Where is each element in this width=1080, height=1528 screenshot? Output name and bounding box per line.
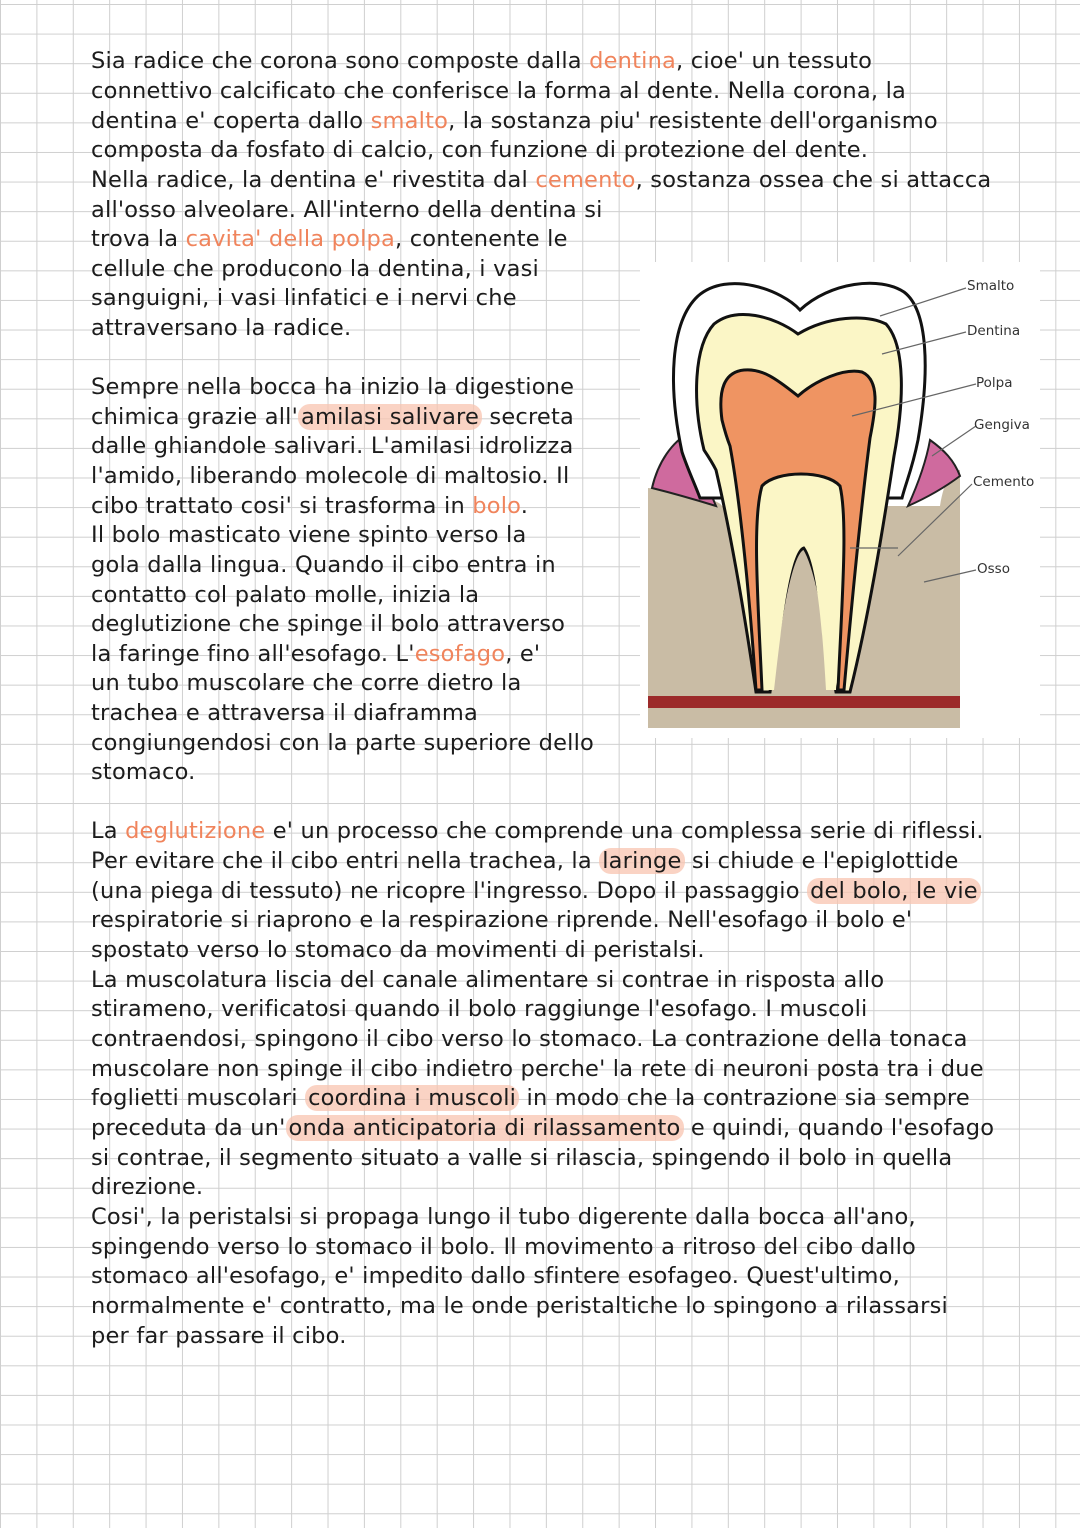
highlight-term: esofago (414, 641, 506, 667)
marker-highlight: onda anticipatoria di rilassamento (286, 1115, 684, 1141)
text-line: dalle ghiandole salivari. L'amilasi idrolizza (91, 433, 574, 459)
marker-highlight: amilasi salivare (298, 404, 482, 430)
text-line: Il bolo masticato viene spinto verso la (91, 522, 527, 548)
text-line: congiungendosi con la parte superiore dello (91, 730, 595, 756)
text-line: deglutizione che spinge il bolo attraverso (91, 611, 566, 637)
text-line: attraversano la radice. (91, 315, 352, 341)
text-line: all'osso alveolare. All'interno della dentina si (91, 197, 603, 223)
tooth-diagram (640, 262, 1040, 738)
text-line: Nella radice, la dentina e' rivestita dal cemento, sostanza ossea che si attacca (91, 167, 992, 193)
text-line: La deglutizione e' un processo che comprende una complessa serie di riflessi. (91, 818, 984, 844)
text-line: connettivo calcificato che conferisce la forma al dente. Nella corona, la (91, 78, 907, 104)
text-line: la faringe fino all'esofago. L'esofago, e' (91, 641, 541, 667)
text-line: cellule che producono la dentina, i vasi (91, 256, 539, 282)
text-line: contatto col palato molle, inizia la (91, 582, 480, 608)
text-line: normalmente e' contratto, ma le onde peristaltiche lo spingono a rilassarsi (91, 1293, 948, 1319)
text-line: muscolare non spinge il cibo indietro perche' la rete di neuroni posta tra i due (91, 1056, 984, 1082)
text-line: stomaco all'esofago, e' impedito dallo sfintere esofageo. Quest'ultimo, (91, 1263, 900, 1289)
text-line: l'amido, liberando molecole di maltosio. Il (91, 463, 570, 489)
label-osso: Osso (977, 561, 1010, 577)
text-line: dentina e' coperta dallo smalto, la sostanza piu' resistente dell'organismo (91, 108, 938, 134)
text-line: Sempre nella bocca ha inizio la digestione (91, 374, 575, 400)
highlight-term: dentina (589, 48, 677, 74)
text-line: La muscolatura liscia del canale alimentare si contrae in risposta allo (91, 967, 885, 993)
text-line: si contrae, il segmento situato a valle si rilascia, spingendo il bolo in quella (91, 1145, 953, 1171)
text-line: composta da fosfato di calcio, con funzione di protezione del dente. (91, 137, 869, 163)
text-line: direzione. (91, 1174, 204, 1200)
text-line: Cosi', la peristalsi si propaga lungo il tubo digerente dalla bocca all'ano, (91, 1204, 916, 1230)
text-line: sanguigni, i vasi linfatici e i nervi che (91, 285, 517, 311)
text-line: stomaco. (91, 759, 196, 785)
marker-highlight: del bolo, le vie (807, 878, 981, 904)
label-gengiva: Gengiva (974, 417, 1030, 433)
text-line: Sia radice che corona sono composte dalla dentina, cioe' un tessuto (91, 48, 873, 74)
text-line: Per evitare che il cibo entri nella trachea, la laringe si chiude e l'epiglottide (91, 848, 959, 874)
highlight-term: smalto (370, 108, 449, 134)
highlight-term: deglutizione (125, 818, 266, 844)
text-line: cibo trattato cosi' si trasforma in bolo. (91, 493, 529, 519)
text-line: stirameno, verificatosi quando il bolo raggiunge l'esofago. I muscoli (91, 996, 868, 1022)
text-line: gola dalla lingua. Quando il cibo entra in (91, 552, 556, 578)
text-line: contraendosi, spingono il cibo verso lo stomaco. La contrazione della tonaca (91, 1026, 968, 1052)
text-line: per far passare il cibo. (91, 1323, 347, 1349)
text-line: trachea e attraversa il diaframma (91, 700, 478, 726)
text-line: un tubo muscolare che corre dietro la (91, 670, 522, 696)
label-dentina: Dentina (967, 323, 1021, 339)
text-line: foglietti muscolari coordina i muscoli in modo che la contrazione sia sempre (91, 1085, 970, 1111)
marker-highlight: laringe (599, 848, 684, 874)
text-line: (una piega di tessuto) ne ricopre l'ingresso. Dopo il passaggio del bolo, le vie (91, 877, 981, 907)
bone-band (648, 696, 960, 708)
label-smalto: Smalto (967, 278, 1015, 294)
label-polpa: Polpa (976, 375, 1013, 391)
label-cemento: Cemento (973, 474, 1035, 490)
highlight-term: cemento (535, 167, 636, 193)
text-line: spingendo verso lo stomaco il bolo. Il movimento a ritroso del cibo dallo (91, 1234, 917, 1260)
text-line: spostato verso lo stomaco da movimenti di peristalsi. (91, 937, 705, 963)
highlight-term: cavita' della polpa (185, 226, 396, 252)
highlight-term: bolo (472, 493, 521, 519)
text-line: preceduta da un' onda anticipatoria di rilassamento e quindi, quando l'esofago (91, 1115, 995, 1141)
text-line: trova la cavita' della polpa, contenente le (91, 226, 568, 252)
marker-highlight: coordina i muscoli (305, 1085, 519, 1111)
text-line: chimica grazie all' amilasi salivare secreta (91, 404, 574, 430)
text-line: respiratorie si riaprono e la respirazione riprende. Nell'esofago il bolo e' (91, 907, 913, 933)
